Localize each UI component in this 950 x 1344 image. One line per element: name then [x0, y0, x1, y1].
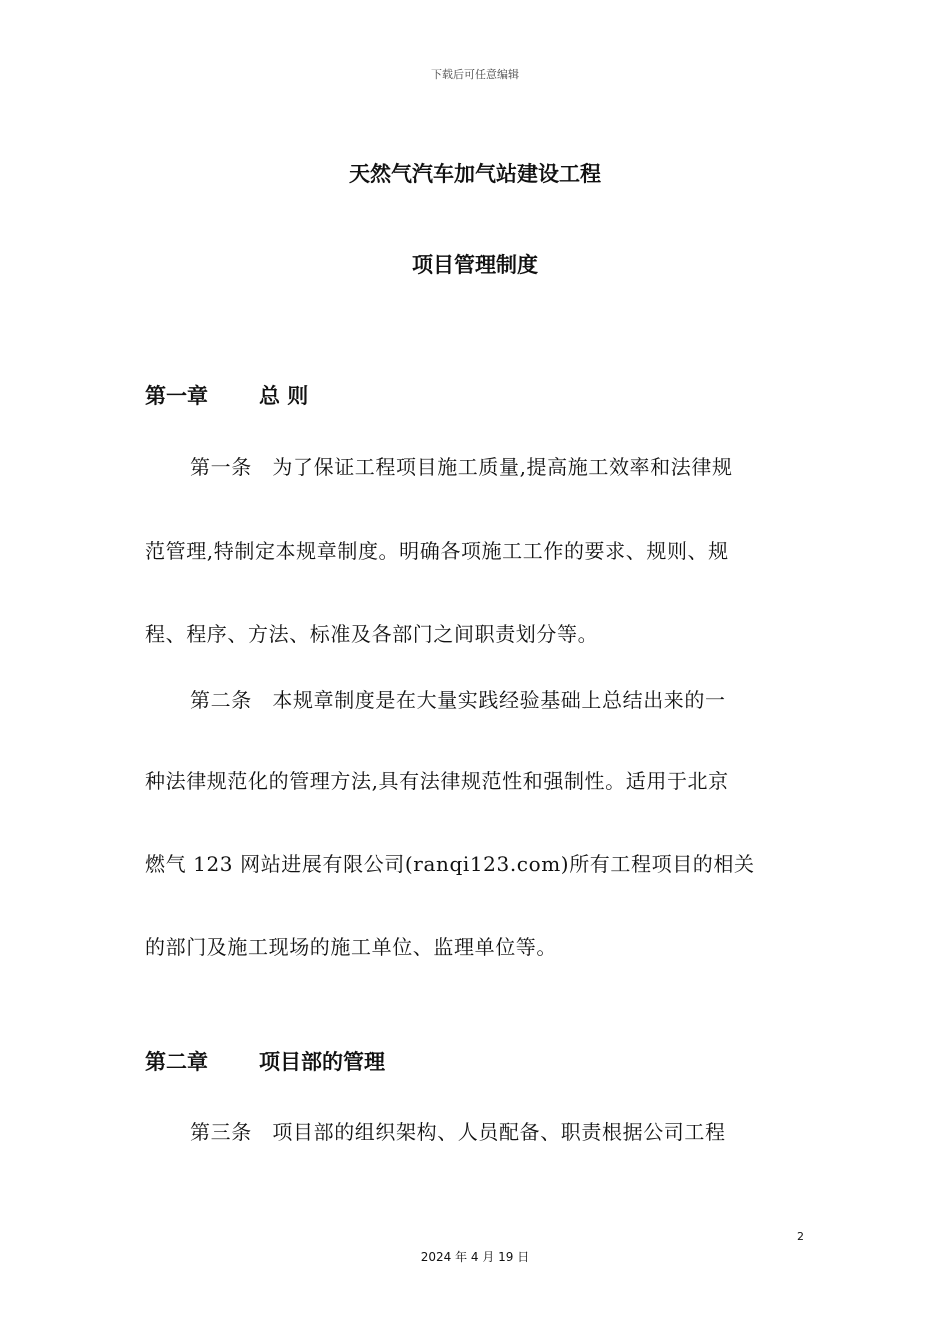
article-2-line: 第二条 本规章制度是在大量实践经验基础上总结出来的一 [190, 688, 726, 712]
article-2-line: 的部门及施工现场的施工单位、监理单位等。 [145, 935, 557, 959]
chapter-heading-2 [145, 1046, 385, 1076]
footer-date: 2024 年 4 月 19 日 [420, 1250, 530, 1264]
page-number: 2 [797, 1230, 804, 1243]
header-note: 下载后可任意编辑 [431, 68, 519, 81]
chapter-number: 第一章 [145, 384, 208, 408]
article-2-line: 种法律规范化的管理方法,具有法律规范性和强制性。适用于北京 [145, 769, 729, 793]
article-3-line: 第三条 项目部的组织架构、人员配备、职责根据公司工程 [190, 1120, 726, 1144]
document-subtitle: 项目管理制度 [412, 253, 538, 277]
article-1-line: 第一条 为了保证工程项目施工质量,提高施工效率和法律规 [190, 455, 733, 479]
chapter-title: 项目部的管理 [259, 1050, 385, 1074]
document-title: 天然气汽车加气站建设工程 [349, 162, 601, 186]
article-2-line: 燃气 123 网站进展有限公司(ranqi123.com)所有工程项目的相关 [145, 852, 755, 876]
chapter-number: 第二章 [145, 1050, 208, 1074]
article-1-line: 范管理,特制定本规章制度。明确各项施工工作的要求、规则、规 [145, 539, 729, 563]
chapter-title: 总 则 [259, 384, 309, 408]
article-1-line: 程、程序、方法、标准及各部门之间职责划分等。 [145, 622, 599, 646]
chapter-heading-1 [145, 380, 308, 410]
